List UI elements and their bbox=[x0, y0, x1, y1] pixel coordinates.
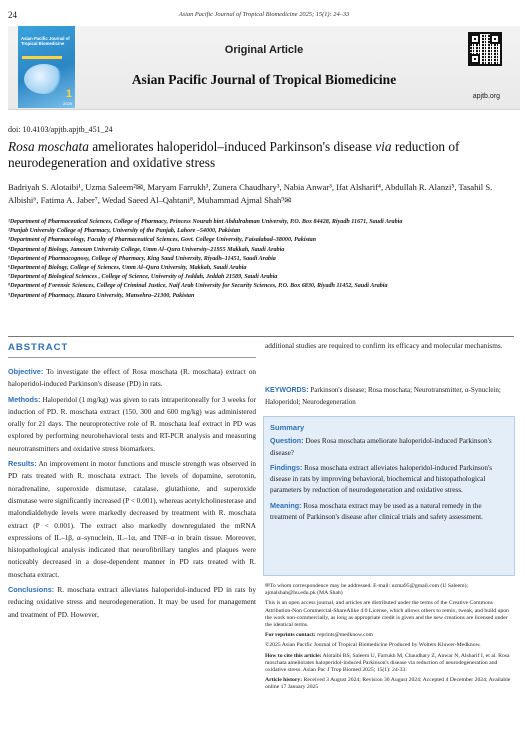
abstract-methods bbox=[8, 394, 256, 455]
results-label: Results: bbox=[8, 459, 37, 469]
history-text: Received 3 August 2024; Revision 30 August 2024; Accepted 4 December 2024; Available online 17 January 2025 bbox=[265, 677, 511, 691]
meaning-label: Meaning: bbox=[270, 500, 302, 510]
summary-box bbox=[263, 416, 515, 576]
cover-year: 2025 bbox=[63, 101, 72, 106]
author-list: Badriyah S. Alotaibi¹, Uzma Saleem²✉, Maryam Farrukh³, Zunera Chaudhary³, Nabia Anwar³, Ifat Alsharif⁴, Abdullah R. Alanzi⁵, Tasahil S. Albishi⁶, Fatima A. Jaber⁷, Wedad Saeed Al–Qahtani⁸, Muhammad Ajmal Shah⁹✉ bbox=[8, 182, 493, 205]
question-label: Question: bbox=[270, 436, 304, 446]
summary-meaning bbox=[270, 500, 508, 524]
cover-title: Asian Pacific Journal of Tropical Biomedicine bbox=[21, 36, 70, 46]
article-notes bbox=[265, 583, 515, 695]
cover-stripe bbox=[22, 56, 62, 59]
history-note bbox=[265, 677, 515, 691]
keywords bbox=[265, 385, 515, 407]
cite-label: How to cite this article: bbox=[265, 652, 322, 659]
abstract-results bbox=[8, 458, 256, 581]
article-type: Original Article bbox=[224, 44, 304, 56]
affiliations bbox=[8, 219, 516, 302]
affiliation-item: ²Punjab University College of Pharmacy, University of the Punjab, Lahore –54000, Pakistan bbox=[8, 228, 241, 235]
results-text: An improvement in motor functions and muscle strength was observed in PD rats treated with R. moschata extract. The levels of dopamine, serotonin, noradrenaline, superoxide dismutase, catalase, glutathione, and superoxide dismutase were significantly increased (P < 0.001), whereas acetylcholinesterase and malondialdehyde levels were markedly decreased by treatment with R. moschata extract (P < 0.001). The extract also markedly downregulated the mRNA expressions of IL–1β, α–synuclein, IL–1α, and TNF–α in brain tissue. Moreover, histopathological analysis indicated that neurofibrillary tangles and plaques were noticeably decreased in a dose-dependent manner in PD rats treated with R. moschata extract. bbox=[8, 459, 256, 579]
cover-issue: 1 bbox=[65, 88, 72, 100]
methods-label: Methods: bbox=[8, 394, 41, 404]
article-title bbox=[8, 139, 513, 171]
reprints-text: reprints@medknow.com bbox=[315, 632, 373, 639]
methods-text: Haloperidol (1 mg/kg) was given to rats intraperitoneally for 3 weeks for induction of PD. R. moschata extract (150, 300 and 600 mg/kg) was administered orally for 21 days. The neuroprotective role of R. moschata leaf extract in PD was explored by performing neurobehavioral tests and RT-PCR analysis and measuring neurotransmitters and oxidative stress biomarkers. bbox=[8, 394, 256, 453]
abstract-heading: ABSTRACT bbox=[8, 342, 69, 353]
objective-text: To investigate the effect of Rosa moschata (R. moschata) extract on haloperidol-induced Parkinson's disease (PD) in rats. bbox=[8, 367, 256, 389]
history-label: Article history: bbox=[265, 677, 303, 684]
meaning-text: Rosa moschata extract may be used as a natural remedy in the treatment of Parkinson's disease after clinical trials and safety assessment. bbox=[270, 501, 483, 522]
qr-code-icon bbox=[468, 32, 502, 66]
journal-website[interactable]: apjtb.org bbox=[472, 93, 500, 100]
correspondence-note: ✉To whom correspondence may be addressed. E-mail: uzma95@gmail.com (U Saleem); ajmalshah@hu.edu.pk (MA Shah) bbox=[265, 583, 469, 597]
running-head: Asian Pacific Journal of Tropical Biomedicine 2025; 15(1): 24–33 bbox=[178, 11, 350, 18]
title-middle: ameliorates haloperidol–induced Parkinson's disease bbox=[88, 139, 376, 154]
summary-question bbox=[270, 435, 508, 459]
page-number: 24 bbox=[8, 10, 17, 20]
abstract-conclusions bbox=[8, 584, 256, 621]
copyright-note: ©2025 Asian Pacific Journal of Tropical Biomedicine Produced by Wolters Kluwer-Medknow. bbox=[265, 642, 481, 649]
summary-findings bbox=[270, 462, 508, 497]
affiliation-item: ⁷Department of Biological Sciences , College of Science, University of Jeddah, Jeddah 21589, Saudi Arabia bbox=[8, 274, 278, 281]
journal-banner bbox=[8, 26, 520, 110]
abstract-divider bbox=[8, 357, 256, 358]
affiliation-item: ³Department of Pharmacology, Faculty of Pharmaceutical Sciences, Govt. College University, Faisalabad–38000, Pakistan bbox=[8, 237, 317, 244]
cite-text: Alotaibi BS, Saleem U, Farrukh M, Chaudhary Z, Anwar N, Alsharif I, et al. Rosa moschata ameliorates haloperidol-induced Parkinson's disease via reduction of neurodegeneration and oxidative stress. Asian Pac J Trop Biomed 2025; 15(1): 24-33. bbox=[265, 652, 510, 674]
summary-heading: Summary bbox=[270, 423, 305, 432]
affiliation-item: ⁸Department of Forensic Sciences, College of Criminal Justice, Naif Arab University for Security Sciences, P.O. Box 6830, Riyadh 11452, Saudi Arabia bbox=[8, 283, 388, 290]
reprints-label: For reprints contact: bbox=[265, 632, 316, 639]
keywords-label: KEYWORDS: bbox=[265, 387, 309, 394]
journal-cover-image bbox=[18, 26, 75, 108]
journal-name: Asian Pacific Journal of Tropical Biomedicine bbox=[131, 72, 397, 87]
cite-note bbox=[265, 653, 515, 675]
reprints-note bbox=[265, 632, 515, 639]
affiliation-item: ⁵Department of Pharmacognosy, College of Pharmacy, King Saud University, Riyadh–11451, Saudi Arabia bbox=[8, 255, 276, 262]
abstract-continuation: additional studies are required to confirm its efficacy and molecular mechanisms. bbox=[265, 341, 503, 350]
title-via: via bbox=[375, 139, 392, 154]
title-species: Rosa moschata bbox=[8, 139, 89, 154]
objective-label: Objective: bbox=[8, 367, 44, 376]
title-end: reduction of neurodegeneration and oxidative stress bbox=[8, 139, 460, 170]
abstract-objective bbox=[8, 366, 256, 391]
abstract-body bbox=[8, 366, 256, 624]
license-note: This is an open access journal, and articles are distributed under the terms of the Creative Commons Attribution-Non Commercial-ShareAlike 4.0 License, which allows others to remix, tweak, and build upon the work non-commercially, as long as appropriate credit is given and the new creations are licensed under the identical terms. bbox=[265, 600, 509, 629]
affiliation-item: ⁶Department of Biology, College of Sciences, Umm Al–Qura University, Makkah, Saudi Arabia bbox=[8, 264, 247, 271]
findings-text: Rosa moschata extract alleviates haloperidol-induced Parkinson's disease in rats by improving behavioral, biochemical and histopathological parameters by reduction of neurodegeneration and oxidative stress. bbox=[270, 463, 493, 495]
affiliation-item: ¹Department of Pharmaceutical Sciences, College of Pharmacy, Princess Nourah bint Abdulrahman University, P.O. Box 84428, Riyadh 11671, Saudi Arabia bbox=[8, 219, 403, 225]
affiliation-item: ⁴Department of Biology, Jamoum University College, Umm Al–Qura University–21955 Makkah, Saudi Arabia bbox=[8, 246, 285, 253]
affiliation-item: ⁹Department of Pharmacy, Hazara University, Mansehra–21300, Pakistan bbox=[8, 292, 195, 299]
doi[interactable]: doi: 10.4103/apjtb.apjtb_451_24 bbox=[8, 125, 113, 134]
conclusions-label: Conclusions: bbox=[8, 585, 55, 595]
findings-label: Findings: bbox=[270, 462, 303, 472]
conclusions-text: R. moschata extract alleviates haloperidol-induced PD in rats by reducing oxidative stress and neurodegeneration. It may be used for management and treatment of PD. However, bbox=[8, 585, 256, 619]
keywords-text: Parkinson's disease; Rosa moschata; Neurotransmitter, α-Synuclein; Haloperidol; Neurodegeneration bbox=[265, 386, 501, 406]
question-text: Does Rosa moschata ameliorate haloperidol-induced Parkinson's disease? bbox=[270, 437, 492, 457]
divider bbox=[8, 336, 514, 337]
